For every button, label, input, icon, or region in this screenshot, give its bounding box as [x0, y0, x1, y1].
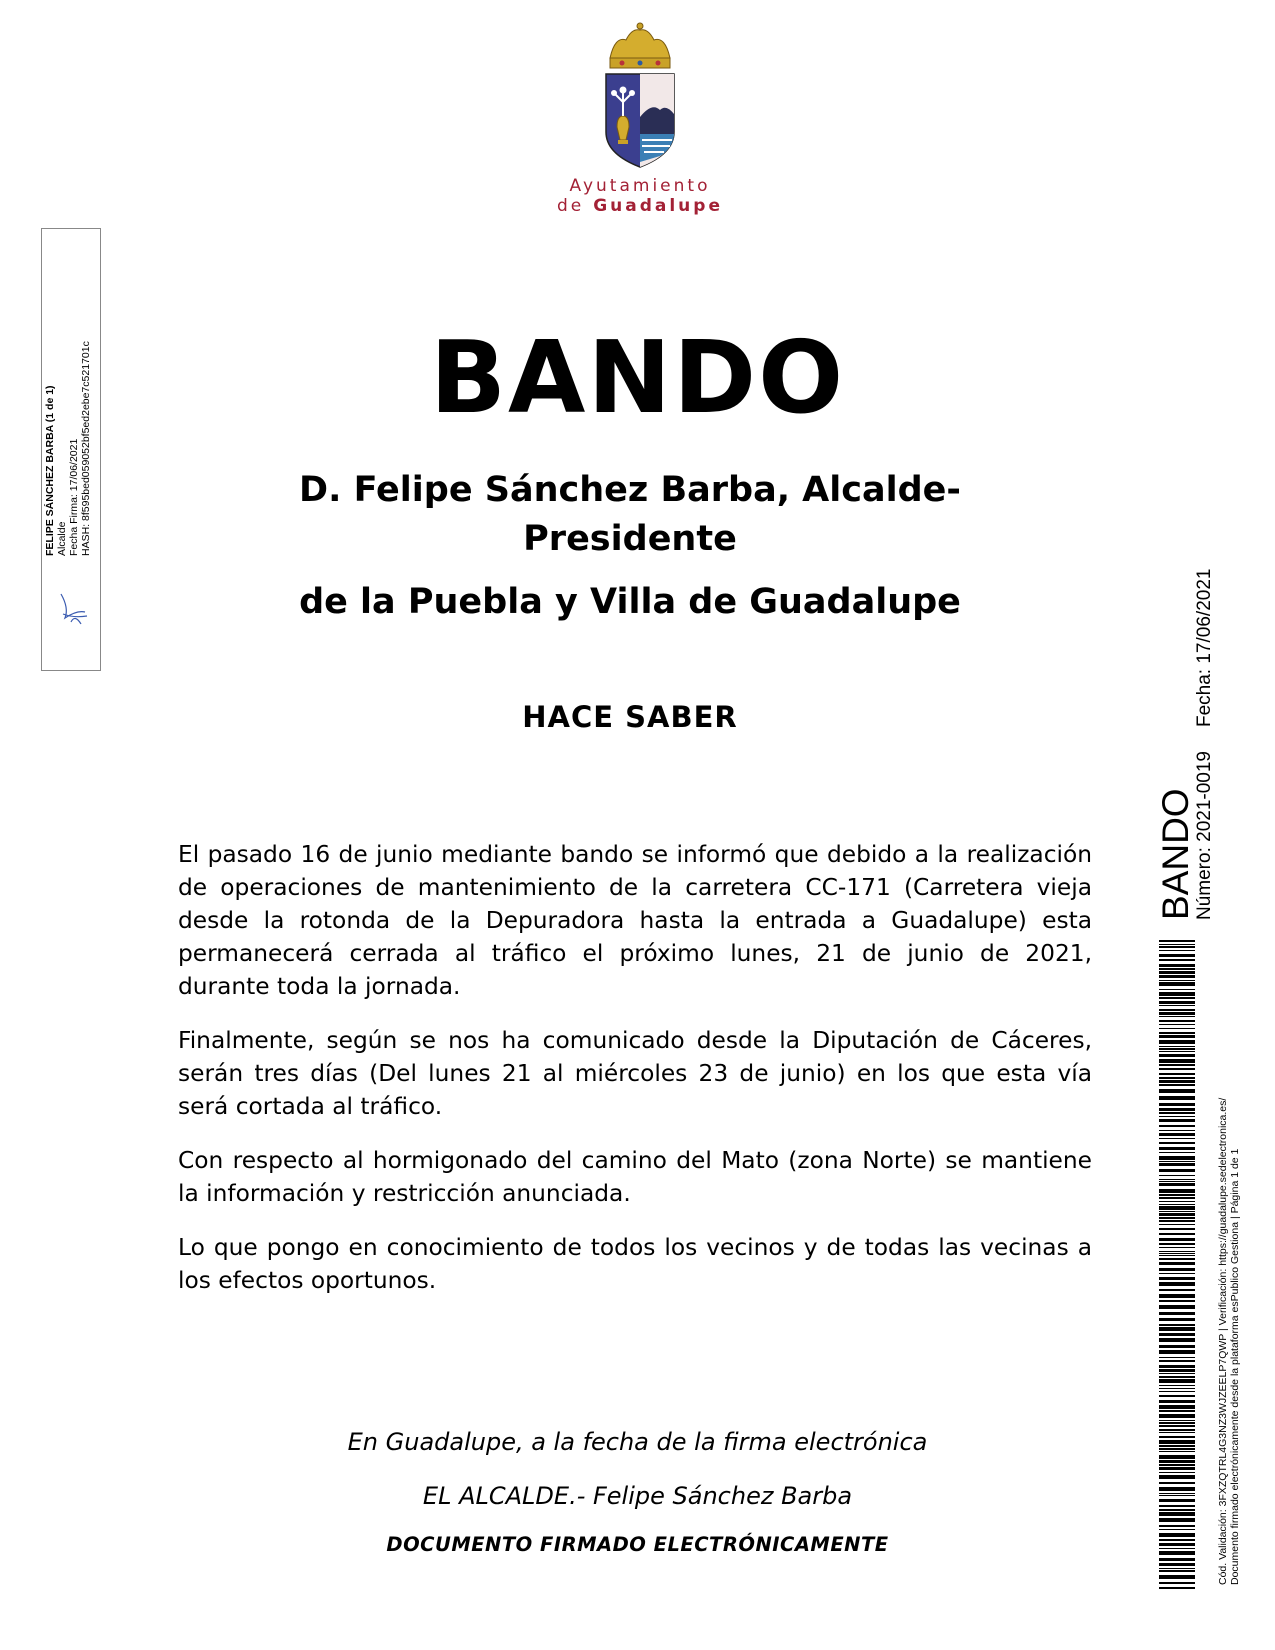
barcode-bar [1159, 1046, 1195, 1047]
barcode-bar [1159, 989, 1195, 990]
side-stamp-label: BANDO [1155, 788, 1196, 920]
barcode-bar [1159, 992, 1195, 996]
barcode-bar [1159, 964, 1195, 967]
barcode-bar [1159, 1512, 1195, 1516]
barcode-bar [1159, 944, 1195, 945]
barcode-bar [1159, 959, 1195, 961]
barcode-bar [1159, 1388, 1195, 1389]
barcode-bar [1159, 1005, 1195, 1006]
barcode-bar [1159, 1224, 1195, 1225]
closing-signer: EL ALCALDE.- Felipe Sánchez Barba [422, 1482, 853, 1510]
barcode-bar [1159, 1289, 1195, 1291]
barcode-bar [1159, 1262, 1195, 1265]
barcode-bar [1159, 1395, 1195, 1397]
barcode-bar [1159, 1054, 1195, 1057]
barcode-bar [1159, 1201, 1195, 1202]
side-stamp-meta [1194, 520, 1216, 920]
barcode-bar [1159, 1563, 1195, 1566]
body-paragraph: Con respecto al hormigonado del camino del Mato (zona Norte) se mantiene la información y restricción anunciada. [178, 1147, 1092, 1207]
barcode-bar [1159, 1020, 1195, 1022]
barcode-bar [1159, 1518, 1195, 1522]
subtitle-line-3: de la Puebla y Villa de Guadalupe [299, 582, 961, 622]
barcode-bar [1159, 1032, 1195, 1034]
barcode-bar [1159, 975, 1195, 978]
barcode-bar [1159, 1048, 1195, 1050]
barcode-bar [1159, 982, 1195, 986]
barcode-bar [1159, 1119, 1195, 1122]
barcode-bar [1159, 1505, 1195, 1507]
barcode-bar [1159, 1096, 1195, 1100]
barcode-bar [1159, 1318, 1195, 1321]
barcode-bar [1159, 1133, 1195, 1136]
barcode-bar [1159, 1420, 1195, 1421]
barcode-bar [1159, 1001, 1195, 1004]
barcode-bar [1159, 1169, 1195, 1172]
barcode-bar [1159, 1548, 1195, 1549]
barcode-bar [1159, 1211, 1195, 1212]
barcode-bar [1159, 1445, 1195, 1447]
body-paragraph: El pasado 16 de junio mediante bando se informó que debido a la realización de operaciones de mantenimiento de la carretera CC-171 (Carretera vieja desde la rotonda de la Depuradora hasta la entrada a Guadalupe) esta permanecerá cerrada al tráfico el próximo lunes, 21 de junio de 2021, durante toda la jornada. [178, 841, 1092, 1000]
barcode-bar [1159, 1414, 1195, 1418]
barcode-bar [1159, 1068, 1195, 1070]
barcode-bar [1159, 1385, 1195, 1386]
barcode-bar [1159, 1539, 1195, 1541]
barcode-bar [1159, 1282, 1195, 1286]
barcode-bar [1159, 1482, 1195, 1484]
side-validation-text [1217, 885, 1241, 1585]
barcode-bar [1159, 1147, 1195, 1150]
barcode-bar [1159, 1179, 1195, 1180]
barcode-bar [1159, 1300, 1195, 1302]
barcode-bar [1159, 1084, 1195, 1086]
document-title: BANDO [429, 319, 846, 436]
section-heading: HACE SABER [522, 700, 738, 734]
barcode-bar [1159, 1108, 1195, 1111]
barcode-bar [1159, 1012, 1195, 1015]
barcode-bar [1159, 1028, 1195, 1029]
barcode-bar [1159, 1448, 1195, 1450]
barcode-icon [1159, 940, 1195, 1590]
barcode-bar [1159, 1475, 1195, 1479]
barcode-bar [1159, 1558, 1195, 1561]
barcode-bar [1159, 1233, 1195, 1235]
subtitle-line-1: D. Felipe Sánchez Barba, Alcalde- [299, 470, 961, 510]
barcode-bar [1159, 1525, 1195, 1527]
barcode-bar [1159, 1161, 1195, 1162]
barcode-bar [1159, 1568, 1195, 1569]
barcode-bar [1159, 1333, 1195, 1336]
barcode-bar [1159, 1327, 1195, 1331]
barcode-bar [1159, 980, 1195, 981]
signature-date: Fecha Firma: 17/06/2021 [68, 438, 80, 556]
barcode-bar [1159, 1467, 1195, 1470]
barcode-bar [1159, 1543, 1195, 1546]
barcode-bar [1159, 1429, 1195, 1431]
barcode-bar [1159, 1365, 1195, 1368]
barcode-bar [1159, 1312, 1195, 1315]
barcode-bar [1159, 1575, 1195, 1579]
barcode-bar [1159, 1112, 1195, 1114]
barcode-bar [1159, 1440, 1195, 1444]
signature-hash: HASH: 8f595bed059052bf5ed2ebe7c521701c [80, 341, 92, 556]
barcode-bar [1159, 1206, 1195, 1210]
barcode-bar [1159, 1529, 1195, 1530]
barcode-bar [1159, 1258, 1195, 1260]
barcode-bar [1159, 1582, 1195, 1584]
barcode-bar [1159, 940, 1195, 942]
barcode-bar [1159, 1360, 1195, 1362]
barcode-bar [1159, 1400, 1195, 1403]
barcode-bar [1159, 1432, 1195, 1433]
barcode-bar [1159, 1436, 1195, 1438]
barcode-bar [1159, 1405, 1195, 1409]
municipal-logo [520, 22, 760, 216]
barcode-bar [1159, 1194, 1195, 1196]
barcode-bar [1159, 1163, 1195, 1166]
barcode-bar [1159, 1220, 1195, 1222]
barcode-bar [1159, 1080, 1195, 1083]
barcode-bar [1159, 1217, 1195, 1219]
handwritten-signature-icon [55, 588, 91, 628]
org-name-line2 [520, 196, 760, 216]
coat-of-arms-icon [600, 22, 680, 172]
barcode-bar [1159, 1152, 1195, 1153]
barcode-bar [1159, 1451, 1195, 1452]
barcode-bar [1159, 1425, 1195, 1427]
barcode-bar [1159, 1255, 1195, 1256]
barcode-bar [1159, 1247, 1195, 1248]
barcode-bar [1159, 1357, 1195, 1358]
barcode-bar [1159, 1175, 1195, 1176]
barcode-bar [1159, 1064, 1195, 1066]
barcode-bar [1159, 1142, 1195, 1144]
barcode-bar [1159, 1073, 1195, 1075]
barcode-bar [1159, 1213, 1195, 1216]
barcode-bar [1159, 1077, 1195, 1079]
barcode-bar [1159, 1138, 1195, 1139]
barcode-bar [1159, 1464, 1195, 1466]
closing-place: En Guadalupe, a la fecha de la firma electrónica [347, 1428, 928, 1456]
barcode-bar [1159, 1294, 1195, 1298]
barcode-bar [1159, 1181, 1195, 1182]
body-paragraph: Finalmente, según se nos ha comunicado desde la Diputación de Cáceres, serán tres días (Del lunes 21 al miércoles 23 de junio) en los que esta vía será cortada al tráfico. [178, 1027, 1092, 1120]
barcode-bar [1159, 1338, 1195, 1342]
signer-name: FELIPE SÁNCHEZ BARBA (1 de 1) [44, 385, 56, 556]
barcode-bar [1159, 1551, 1195, 1555]
barcode-bar [1159, 1373, 1195, 1374]
barcode-bar [1159, 1455, 1195, 1459]
signer-role: Alcalde [56, 521, 68, 556]
side-stamp-date: Fecha: 17/06/2021 [1194, 568, 1215, 727]
barcode-bar [1159, 1273, 1195, 1274]
barcode-bar [1159, 1238, 1195, 1241]
barcode-bar [1159, 954, 1195, 957]
org-name-prefix: de [557, 196, 585, 216]
barcode-bar [1159, 971, 1195, 974]
barcode-bar [1159, 1243, 1195, 1245]
barcode-bar [1159, 1059, 1195, 1063]
barcode-bar [1159, 1253, 1195, 1254]
barcode-bar [1159, 1228, 1195, 1230]
org-name-line1: Ayutamiento [569, 176, 711, 196]
subtitle-line-2: Presidente [523, 519, 737, 559]
barcode-bar [1159, 1277, 1195, 1280]
barcode-bar [1159, 1495, 1195, 1496]
barcode-bar [1159, 1130, 1195, 1131]
document-subtitle [270, 466, 990, 564]
closing-note: DOCUMENTO FIRMADO ELECTRÓNICAMENTE [386, 1533, 889, 1556]
barcode-bar [1159, 1499, 1195, 1502]
barcode-bar [1159, 1024, 1195, 1025]
barcode-bar [1159, 1204, 1195, 1205]
barcode-bar [1159, 1410, 1195, 1412]
document-body [178, 838, 1092, 1318]
barcode-bar [1159, 1324, 1195, 1326]
barcode-bar [1159, 1422, 1195, 1424]
barcode-bar [1159, 1051, 1195, 1052]
body-paragraph: Lo que pongo en conocimiento de todos los vecinos y de todas las vecinas a los efectos oportunos. [178, 1234, 1092, 1294]
barcode-bar [1159, 1016, 1195, 1017]
barcode-bar [1159, 1089, 1195, 1093]
barcode-bar [1159, 1369, 1195, 1372]
barcode-bar [1159, 1125, 1195, 1127]
validation-code: Cód. Validación: 3FXZQTRL4G3NZ3WJZEELP7QWP | Verificación: https://guadalupe.sedelectronica.es/ [1217, 1097, 1229, 1585]
barcode-bar [1159, 1533, 1195, 1537]
barcode-bar [1159, 1251, 1195, 1252]
barcode-bar [1159, 1376, 1195, 1378]
barcode-bar [1159, 968, 1195, 970]
barcode-bar [1159, 1009, 1195, 1011]
barcode-bar [1159, 1189, 1195, 1193]
barcode-bar [1159, 1040, 1195, 1044]
barcode-bar [1159, 946, 1195, 948]
barcode-bar [1159, 1268, 1195, 1271]
barcode-bar [1159, 1570, 1195, 1572]
barcode-bar [1159, 1391, 1195, 1392]
barcode-bar [1159, 1103, 1195, 1106]
barcode-bar [1159, 1305, 1195, 1309]
side-stamp-number: Número: 2021-0019 [1194, 751, 1215, 920]
barcode-bar [1159, 1379, 1195, 1383]
barcode-bar [1159, 1116, 1195, 1117]
barcode-bar [1159, 1350, 1195, 1354]
barcode-bar [1159, 950, 1195, 951]
barcode-bar [1159, 1183, 1195, 1186]
barcode-bar [1159, 1460, 1195, 1463]
barcode-bar [1159, 1487, 1195, 1491]
platform-note: Documento firmado electrónicamente desde la plataforma esPublico Gestiona | Página 1 de 1 [1229, 1148, 1241, 1585]
barcode-bar [1159, 997, 1195, 999]
barcode-bar [1159, 1587, 1195, 1589]
barcode-bar [1159, 1472, 1195, 1473]
barcode-bar [1159, 1509, 1195, 1511]
barcode-bar [1159, 1493, 1195, 1494]
barcode-bar [1159, 1197, 1195, 1199]
org-name-town: Guadalupe [593, 196, 723, 216]
barcode-bar [1159, 1035, 1195, 1038]
barcode-bar [1159, 1156, 1195, 1160]
barcode-bar [1159, 1345, 1195, 1348]
